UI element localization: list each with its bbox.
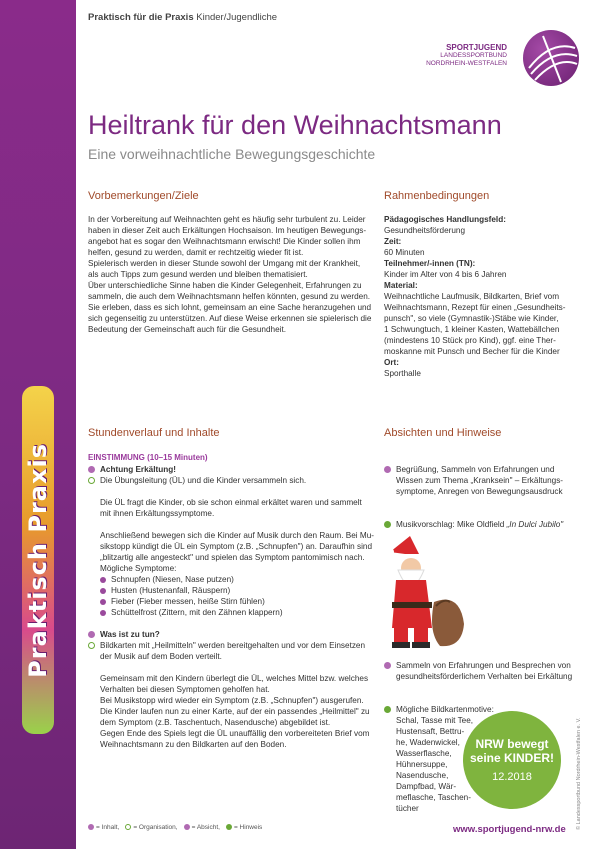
text-line: Verhalten bei diesen Symptomen geholfen hat. (100, 685, 270, 694)
text-line: Sammeln von Erfahrungen und Besprechen von (396, 661, 571, 670)
time-value: 60 Minuten (384, 248, 425, 257)
cards-title: Mögliche Bildkartenmotive: (396, 705, 494, 714)
vorbemerkungen-heading: Vorbemerkungen/Ziele (88, 190, 199, 202)
footer-legend (88, 824, 262, 831)
material-label: Material: (384, 281, 418, 290)
badge-date: 12.2018 (492, 771, 532, 783)
bullet-icon (100, 588, 106, 594)
music-title: „In Dulci Jubilo" (506, 520, 564, 529)
logo-line1: SPORTJUGEND (446, 43, 507, 52)
text-line: Die Kinder laufen nun zu einer Karte, auf der ein passendes „Heilmittel" zu (100, 707, 370, 716)
text-line: Gemeinsam mit den Kindern überlegt die ÜL, welches Mittel bzw. welches (100, 674, 369, 683)
footer-website-link[interactable]: www.sportjugend-nrw.de (453, 824, 566, 835)
field-label: Pädagogisches Handlungsfeld: (384, 215, 506, 224)
text-line: Sie erleben, dass es sich lohnt, gemeinsam an eine Sache heranzugehen und (88, 303, 372, 312)
inhalt-bullet-icon (88, 466, 95, 473)
stundenverlauf-text (88, 452, 378, 750)
place-label: Ort: (384, 358, 400, 367)
sportjugend-logo (420, 30, 585, 82)
absichten-intent2 (384, 660, 584, 682)
legend-inhalt: = Inhalt, (96, 824, 120, 831)
nrw-bewegt-badge (463, 711, 561, 809)
place-value: Sporthalle (384, 369, 421, 378)
item2-organisation (88, 640, 378, 662)
left-sidebar (0, 0, 76, 849)
hinweis-legend-icon (226, 824, 232, 830)
badge-line1: NRW bewegt (475, 737, 549, 751)
para3 (88, 673, 378, 750)
absicht-legend-icon (184, 824, 190, 830)
text-line: Spielerisch werden in dieser Stunde sowohl der Umgang mit der Krankheit, (88, 259, 361, 268)
list-item (100, 585, 378, 596)
text-line: Begrüßung, Sammeln von Erfahrungen und (396, 465, 555, 474)
material-line: 1 Schwungtuch, 1 kleiner Kasten, Wattebällchen (384, 325, 560, 334)
material-line: Weihnachtliche Laufmusik, Bildkarten, Brief vom (384, 292, 560, 301)
time-label: Zeit: (384, 237, 402, 246)
list-item (100, 574, 378, 585)
item-achtung-erkaeltung (88, 464, 378, 475)
text-line: helfen, gesund zu werden, damit er rechtzeitig wieder fit ist. (88, 248, 304, 257)
rahmenbedingungen-heading: Rahmenbedingungen (384, 190, 490, 202)
rahmenbedingungen-text (384, 214, 584, 379)
praktisch-praxis-badge (22, 386, 54, 734)
logo-line2: LANDESSPORTBUND (440, 52, 507, 59)
text-line: In der Vorbereitung auf Weihnachten geht es häufig sehr turbulent zu. Leider (88, 215, 366, 224)
legend-org: = Organisation, (133, 824, 178, 831)
text-line: Mögliche Symptome: (100, 564, 177, 573)
text-line: gesundheitsförderlichem Verhalten bei Erkältung (396, 672, 573, 681)
symptom-text: Schnupfen (Niesen, Nase putzen) (111, 575, 234, 584)
text-line: Wissen zum Thema „Kranksein" – Erkältungs- (396, 476, 564, 485)
symptom-text: Schüttelfrost (Zittern, mit den Zähnen klappern) (111, 608, 283, 617)
text-line: Dampfbad, Wär- (396, 782, 457, 791)
header-category (88, 12, 277, 23)
header-category-bold: Praktisch für die Praxis (88, 12, 194, 23)
symptom-text: Fieber (Fieber messen, heiße Stirn fühlen) (111, 597, 265, 606)
symptom-list (88, 574, 378, 618)
tn-value: Kinder im Alter von 4 bis 6 Jahren (384, 270, 507, 279)
legend-hinweis: = Hinweis (233, 824, 263, 831)
text-line: Bildkarten mit „Heilmitteln" werden bereitgehalten und vor dem Einsetzen (100, 641, 366, 650)
text-line: symptome, Anregen von Bewegungsausdruck (396, 487, 563, 496)
organisation-bullet-icon (88, 642, 95, 649)
text-line: Anschließend bewegen sich die Kinder auf Musik durch den Raum. Bei Mu- (100, 531, 374, 540)
hinweis-bullet-icon (384, 706, 391, 713)
material-line: Weihnachtsmann, Rezept für einen „Gesundheits- (384, 303, 566, 312)
text-line: Die ÜL fragt die Kinder, ob sie schon einmal erkältet waren und sammelt (100, 498, 362, 507)
item2-title: Was ist zu tun? (100, 630, 160, 639)
tn-label: Teilnehmer/-innen (TN): (384, 259, 476, 268)
field-value: Gesundheitsförderung (384, 226, 466, 235)
inhalt-bullet-icon (88, 631, 95, 638)
material-line: moskanne mit Punsch und Becher für die Kinder (384, 347, 560, 356)
list-item (384, 519, 584, 530)
text-line: angebot hat es sogar den Weihnachtsmann erwischt! Die Kinder sollen ihm (88, 237, 361, 246)
absicht-bullet-icon (384, 662, 391, 669)
para2 (88, 530, 378, 574)
bullet-icon (100, 577, 106, 583)
text-line: als auch Tipps zum gesund werden und bleiben thematisiert. (88, 270, 308, 279)
logo-emblem-icon (523, 30, 579, 86)
text-line: der Musik auf dem Boden verteilt. (100, 652, 222, 661)
list-item (384, 660, 584, 682)
page-title: Heiltrank für den Weihnachtsmann (88, 110, 502, 140)
organisation-legend-icon (125, 824, 131, 830)
music-prefix: Musikvorschlag: Mike Oldfield (396, 520, 505, 529)
text-line: „blitzartig alle angesteckt" und spielen das Symptom pantomimisch nach. (100, 553, 365, 562)
copyright-text: © Landessportbund Nordrhein-Westfalen e. V. (576, 717, 582, 830)
text-line: Bedeutung der Gemeinschaft auch für die Gesundheit. (88, 325, 286, 334)
bullet-icon (100, 599, 106, 605)
hinweis-bullet-icon (384, 521, 391, 528)
copyright (576, 700, 584, 830)
santa-illustration-icon (378, 532, 468, 652)
text-line: sich gegenseitig zu unterstützen. Auf diese Weise erkennen sie spielerisch die (88, 314, 372, 323)
material-line: punsch", so viele (Gymnastik-)Stäbe wie Kinder, (384, 314, 559, 323)
vorbemerkungen-text (88, 214, 378, 335)
text-line: Gegen Ende des Spiels legt die ÜL unauffällig den vorbereiteten Brief vom (100, 729, 370, 738)
text-line: Hustensaft, Bettru- (396, 727, 465, 736)
stundenverlauf-heading: Stundenverlauf und Inhalte (88, 427, 220, 439)
item1-org-text: Die Übungsleitung (ÜL) und die Kinder versammeln sich. (100, 476, 307, 485)
logo-line3: NORDRHEIN-WESTFALEN (426, 60, 507, 67)
list-item (384, 464, 584, 497)
text-line: sammeln, die auch dem Weihnachtsmann helfen könnten, gesund zu werden. (88, 292, 371, 301)
text-line: Wasserflasche, (396, 749, 452, 758)
list-item (100, 596, 378, 607)
bullet-icon (100, 610, 106, 616)
header-category-rest: Kinder/Jugendliche (196, 12, 278, 23)
phase-heading: EINSTIMMUNG (10–15 Minuten) (88, 453, 208, 462)
text-line: sikstopp kündigt die ÜL ein Symptom (z.B. „Schnupfen") an. Daraufhin sind (100, 542, 373, 551)
inhalt-legend-icon (88, 824, 94, 830)
text-line: haben in dieser Zeit auch Erkältungen Hochsaison. Im heutigen Bewegungs- (88, 226, 367, 235)
item1-organisation (88, 475, 378, 486)
text-line: Bei Musikstopp wird wieder ein Symptom (z.B. „Schnupfen") ausgerufen. (100, 696, 364, 705)
text-line: Hühnersuppe, (396, 760, 448, 769)
text-line: Über unterschiedliche Sinne haben die Kinder Gelegenheit, Erfahrungen zu (88, 281, 362, 290)
symptom-text: Husten (Hustenanfall, Räuspern) (111, 586, 231, 595)
absicht-bullet-icon (384, 466, 391, 473)
material-line: (mindestens 10 Stück pro Kind), ggf. eine Ther- (384, 336, 556, 345)
sidebar-badge-text: Praktisch Praxis (24, 442, 52, 678)
text-line: dem Symptom (z.B. Taschentuch, Nasendusche) abgebildet ist. (100, 718, 331, 727)
text-line: Weihnachtsmann zu den Bildkarten auf den Boden. (100, 740, 287, 749)
list-item (100, 607, 378, 618)
organisation-bullet-icon (88, 477, 95, 484)
text-line: Schal, Tasse mit Tee, (396, 716, 474, 725)
absichten-intent1 (384, 464, 584, 497)
text-line: he, Wadenwickel, (396, 738, 460, 747)
badge-line2: seine KINDER! (469, 751, 555, 765)
legend-absicht: = Absicht, (191, 824, 220, 831)
item1-title: Achtung Erkältung! (100, 465, 176, 474)
para1 (88, 497, 378, 519)
text-line: mit ihnen Erkältungssymptome. (100, 509, 215, 518)
text-line: Nasendusche, (396, 771, 449, 780)
list-item (384, 704, 494, 715)
text-line: meflasche, Taschen- (396, 793, 471, 802)
music-suggestion (384, 519, 584, 530)
page-subtitle: Eine vorweihnachtliche Bewegungsgeschichte (88, 146, 376, 162)
item-was-ist-zu-tun (88, 629, 378, 640)
text-line: tücher (396, 804, 419, 813)
absichten-heading: Absichten und Hinweise (384, 427, 502, 439)
